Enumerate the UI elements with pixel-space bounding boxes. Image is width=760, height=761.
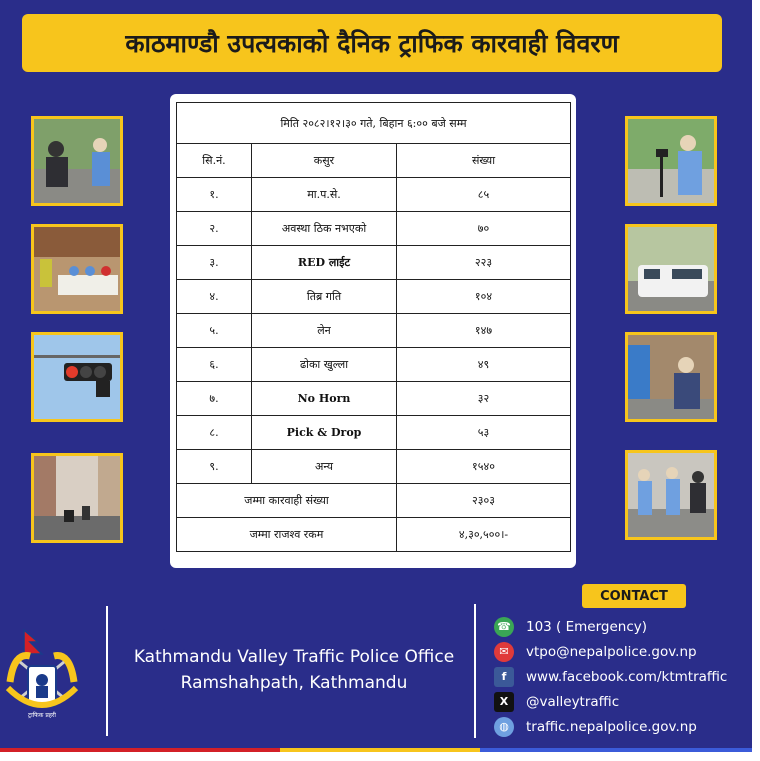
x-icon: X: [494, 692, 514, 712]
table-row: [177, 348, 571, 382]
contact-phone-text: 103 ( Emergency): [526, 618, 648, 635]
email-icon: ✉: [494, 642, 514, 662]
row-sn: ३.: [177, 246, 252, 280]
row-count: १५४०: [397, 450, 571, 484]
contact-email[interactable]: [494, 639, 727, 664]
contact-facebook-text: www.facebook.com/ktmtraffic: [526, 668, 728, 685]
photo-traffic-light: [31, 332, 123, 422]
photo-city-street: [31, 453, 123, 543]
table-row: [177, 450, 571, 484]
row-offense: अन्य: [252, 450, 397, 484]
table-row: [177, 314, 571, 348]
photo-officer-speed-camera: [625, 116, 717, 206]
row-sn: ८.: [177, 416, 252, 450]
bottom-stripe-red: [0, 748, 280, 752]
row-offense: Pick & Drop: [252, 416, 397, 450]
office-address: [118, 644, 470, 696]
office-name: Kathmandu Valley Traffic Police Office: [133, 647, 455, 667]
report-card: [170, 94, 576, 568]
row-count: ७०: [397, 212, 571, 246]
row-sn: २.: [177, 212, 252, 246]
total-label: जम्मा कारवाही संख्या: [177, 484, 397, 518]
contact-button[interactable]: CONTACT: [582, 584, 686, 608]
row-offense: RED लाईट: [252, 246, 397, 280]
divider-left: [106, 606, 108, 736]
revenue-label: जम्मा राजश्व रकम: [177, 518, 397, 552]
row-count: ३२: [397, 382, 571, 416]
date-header: मिति २०८२।१२।३० गते, बिहान ६:०० बजे सम्म: [177, 103, 571, 144]
row-sn: ४.: [177, 280, 252, 314]
phone-icon: ☎: [494, 617, 514, 637]
row-offense: ढोका खुल्ला: [252, 348, 397, 382]
row-count: ५३: [397, 416, 571, 450]
globe-icon: ◍: [494, 717, 514, 737]
row-count: १४७: [397, 314, 571, 348]
contact-x-text: @valleytraffic: [526, 693, 620, 710]
table-row: [177, 280, 571, 314]
row-offense: तिब्र गति: [252, 280, 397, 314]
table-row: [177, 246, 571, 280]
table-row: [177, 212, 571, 246]
bottom-stripe-blue: [480, 748, 752, 752]
row-count: १०४: [397, 280, 571, 314]
row-sn: ७.: [177, 382, 252, 416]
title-banner: [22, 14, 722, 72]
office-location: Ramshahpath, Kathmandu: [180, 673, 408, 693]
contact-facebook[interactable]: [494, 664, 727, 689]
row-sn: ५.: [177, 314, 252, 348]
column-header-count: संख्या: [397, 144, 571, 178]
revenue-row: [177, 518, 571, 552]
contact-x[interactable]: [494, 689, 727, 714]
row-sn: ९.: [177, 450, 252, 484]
row-sn: ६.: [177, 348, 252, 382]
poster-title: काठमाण्डौ उपत्यकाको दैनिक ट्राफिक कारवाही विवरण: [125, 29, 619, 58]
photo-officer-at-bus: [625, 332, 717, 422]
row-count: ४९: [397, 348, 571, 382]
total-value: २३०३: [397, 484, 571, 518]
row-count: ८५: [397, 178, 571, 212]
contact-email-text: vtpo@nepalpolice.gov.np: [526, 643, 697, 660]
row-offense: मा.प.से.: [252, 178, 397, 212]
row-sn: १.: [177, 178, 252, 212]
row-count: २२३: [397, 246, 571, 280]
photo-microbus: [625, 224, 717, 314]
facebook-icon: f: [494, 667, 514, 687]
table-row: [177, 382, 571, 416]
row-offense: No Horn: [252, 382, 397, 416]
divider-right: [474, 604, 476, 738]
contact-list: [494, 614, 727, 739]
photo-traffic-office: [31, 224, 123, 314]
total-row: [177, 484, 571, 518]
photo-police-checking-rider: [31, 116, 123, 206]
row-offense: लेन: [252, 314, 397, 348]
traffic-action-table: [176, 102, 571, 552]
revenue-value: ४,३०,५००।-: [397, 518, 571, 552]
column-header-sn: सि.नं.: [177, 144, 252, 178]
row-offense: अवस्था ठिक नभएको: [252, 212, 397, 246]
table-row: [177, 178, 571, 212]
svg-text:ट्राफिक प्रहरी: ट्राफिक प्रहरी: [28, 712, 56, 719]
contact-website[interactable]: [494, 714, 727, 739]
contact-website-text: traffic.nepalpolice.gov.np: [526, 718, 697, 735]
table-row: [177, 416, 571, 450]
contact-phone[interactable]: [494, 614, 727, 639]
photo-officers-on-road: [625, 450, 717, 540]
column-header-offense: कसुर: [252, 144, 397, 178]
traffic-police-emblem: [0, 622, 84, 722]
bottom-stripe-yellow: [280, 748, 480, 752]
